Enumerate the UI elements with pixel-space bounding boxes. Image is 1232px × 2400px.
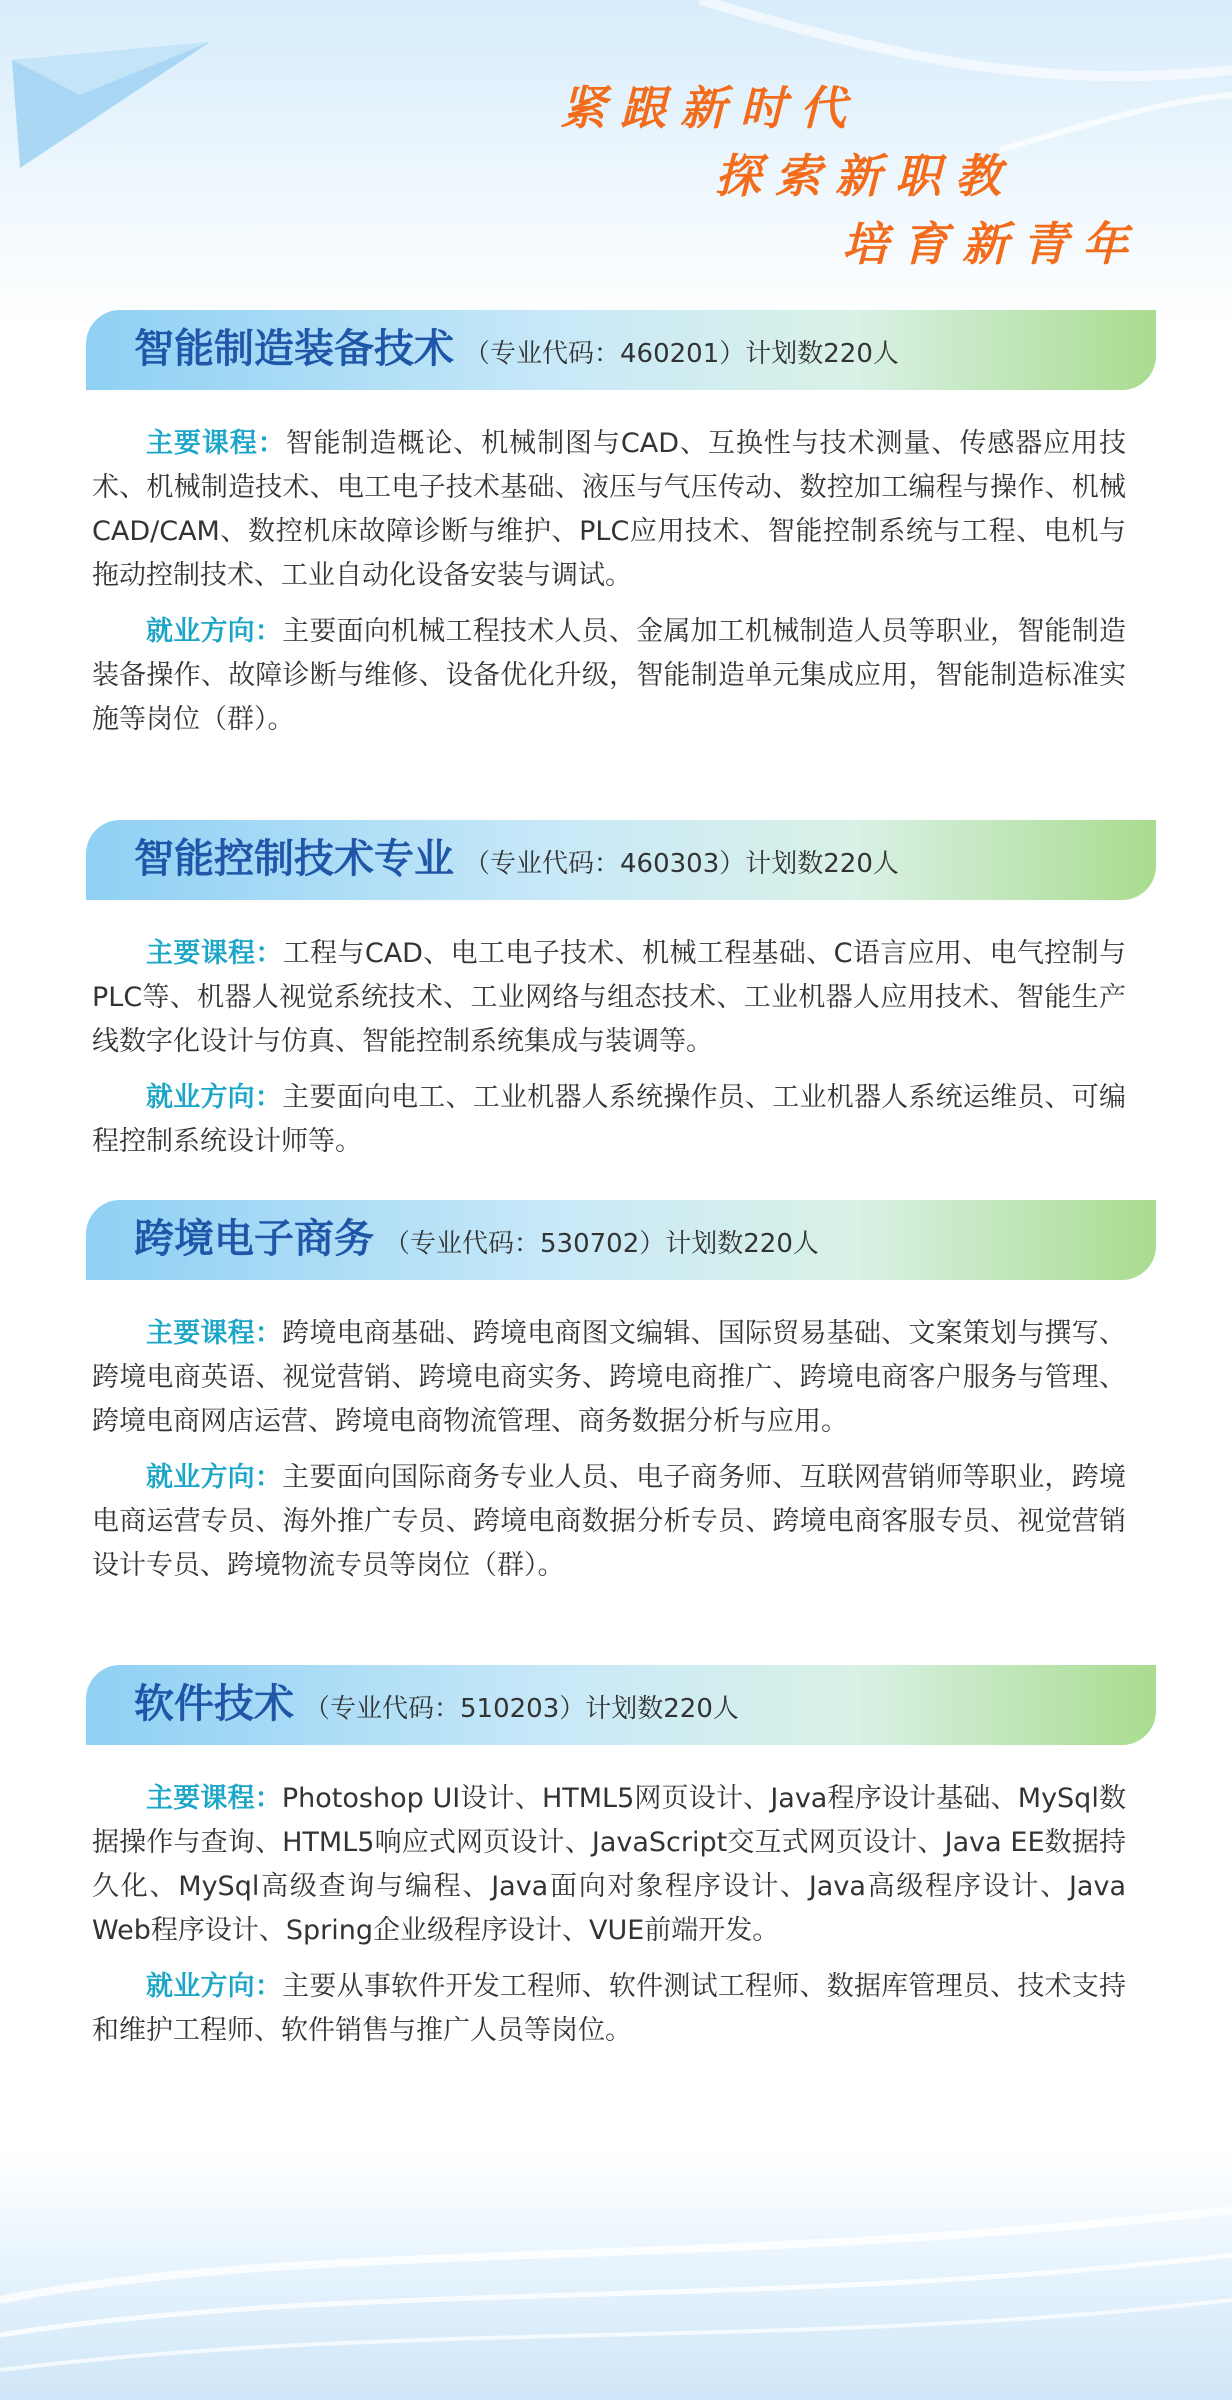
major-name: 跨境电子商务 (134, 1216, 374, 1262)
courses-label: 主要课程： (146, 428, 286, 459)
major-meta: （专业代码：460201）计划数220人 (464, 339, 899, 369)
courses-text: Photoshop UI设计、HTML5网页设计、Java程序设计基础、MySql数据操作与查询、HTML5响应式网页设计、JavaScript交互式网页设计、Java EE数据持久化、MySql高级查询与编程、Java面向对象程序设计、Java高级程序设计、Java Web程序设计、Spring企业级程序设计、VUE前端开发。 (92, 1783, 1126, 1946)
courses-text: 智能制造概论、机械制图与CAD、互换性与技术测量、传感器应用技术、机械制造技术、电工电子技术基础、液压与气压传动、数控加工编程与操作、机械CAD/CAM、数控机床故障诊断与维护、PLC应用技术、智能控制系统与工程、电机与拖动控制技术、工业自动化设备安装与调试。 (92, 428, 1126, 591)
major-title (134, 1200, 819, 1283)
courses-paragraph (92, 932, 1126, 1064)
major-section-cross-border-ecommerce (86, 1200, 1156, 1581)
major-body (92, 1312, 1126, 1588)
courses-text: 工程与CAD、电工电子技术、机械工程基础、C语言应用、电气控制与PLC等、机器人视觉系统技术、工业网络与组态技术、工业机器人应用技术、智能生产线数字化设计与仿真、智能控制系统集成与装调等。 (92, 938, 1127, 1057)
major-name: 智能控制技术专业 (134, 836, 454, 882)
major-banner (86, 310, 1156, 390)
major-section-intelligent-manufacturing (86, 310, 1156, 735)
major-name: 软件技术 (134, 1681, 294, 1727)
jobs-text: 主要从事软件开发工程师、软件测试工程师、数据库管理员、技术支持和维护工程师、软件销售与推广人员等岗位。 (92, 1971, 1127, 2046)
jobs-paragraph (92, 610, 1126, 742)
major-body (92, 422, 1126, 742)
jobs-paragraph (92, 1965, 1126, 2053)
jobs-label: 就业方向： (146, 1462, 283, 1493)
major-section-intelligent-control (86, 820, 1156, 1157)
major-banner (86, 820, 1156, 900)
jobs-paragraph (92, 1076, 1126, 1164)
jobs-text: 主要面向机械工程技术人员、金属加工机械制造人员等职业，智能制造装备操作、故障诊断与维修、设备优化升级，智能制造单元集成应用，智能制造标准实施等岗位（群）。 (92, 616, 1127, 735)
major-meta: （专业代码：460303）计划数220人 (464, 849, 899, 879)
major-banner (86, 1665, 1156, 1745)
jobs-text: 主要面向国际商务专业人员、电子商务师、互联网营销师等职业，跨境电商运营专员、海外推广专员、跨境电商数据分析专员、跨境电商客服专员、视觉营销设计专员、跨境物流专员等岗位（群）。 (92, 1462, 1127, 1581)
courses-paragraph (92, 1777, 1126, 1953)
major-meta: （专业代码：510203）计划数220人 (304, 1694, 739, 1724)
slogan-line-2: 探索新职教 (715, 149, 1015, 203)
jobs-label: 就业方向： (146, 616, 283, 647)
slogan-line-3: 培育新青年 (842, 217, 1142, 271)
jobs-label: 就业方向： (146, 1971, 283, 2002)
slogan-line-1: 紧跟新时代 (560, 81, 860, 135)
major-body (92, 1777, 1126, 2053)
courses-label: 主要课程： (146, 938, 283, 969)
major-section-software-technology (86, 1665, 1156, 2046)
major-body (92, 932, 1126, 1164)
major-meta: （专业代码：530702）计划数220人 (384, 1229, 819, 1259)
jobs-paragraph (92, 1456, 1126, 1588)
major-title (134, 1665, 739, 1748)
major-title (134, 820, 899, 903)
courses-label: 主要课程： (146, 1783, 282, 1814)
courses-label: 主要课程： (146, 1318, 283, 1349)
jobs-text: 主要面向电工、工业机器人系统操作员、工业机器人系统运维员、可编程控制系统设计师等。 (92, 1082, 1127, 1157)
major-banner (86, 1200, 1156, 1280)
wave-decoration (0, 2150, 1232, 2400)
paper-plane-decoration (0, 0, 1232, 330)
courses-paragraph (92, 1312, 1126, 1444)
courses-paragraph (92, 422, 1126, 598)
courses-text: 跨境电商基础、跨境电商图文编辑、国际贸易基础、文案策划与撰写、跨境电商英语、视觉营销、跨境电商实务、跨境电商推广、跨境电商客户服务与管理、跨境电商网店运营、跨境电商物流管理、商务数据分析与应用。 (92, 1318, 1127, 1437)
jobs-label: 就业方向： (146, 1082, 283, 1113)
major-title (134, 310, 899, 393)
major-name: 智能制造装备技术 (134, 326, 454, 372)
